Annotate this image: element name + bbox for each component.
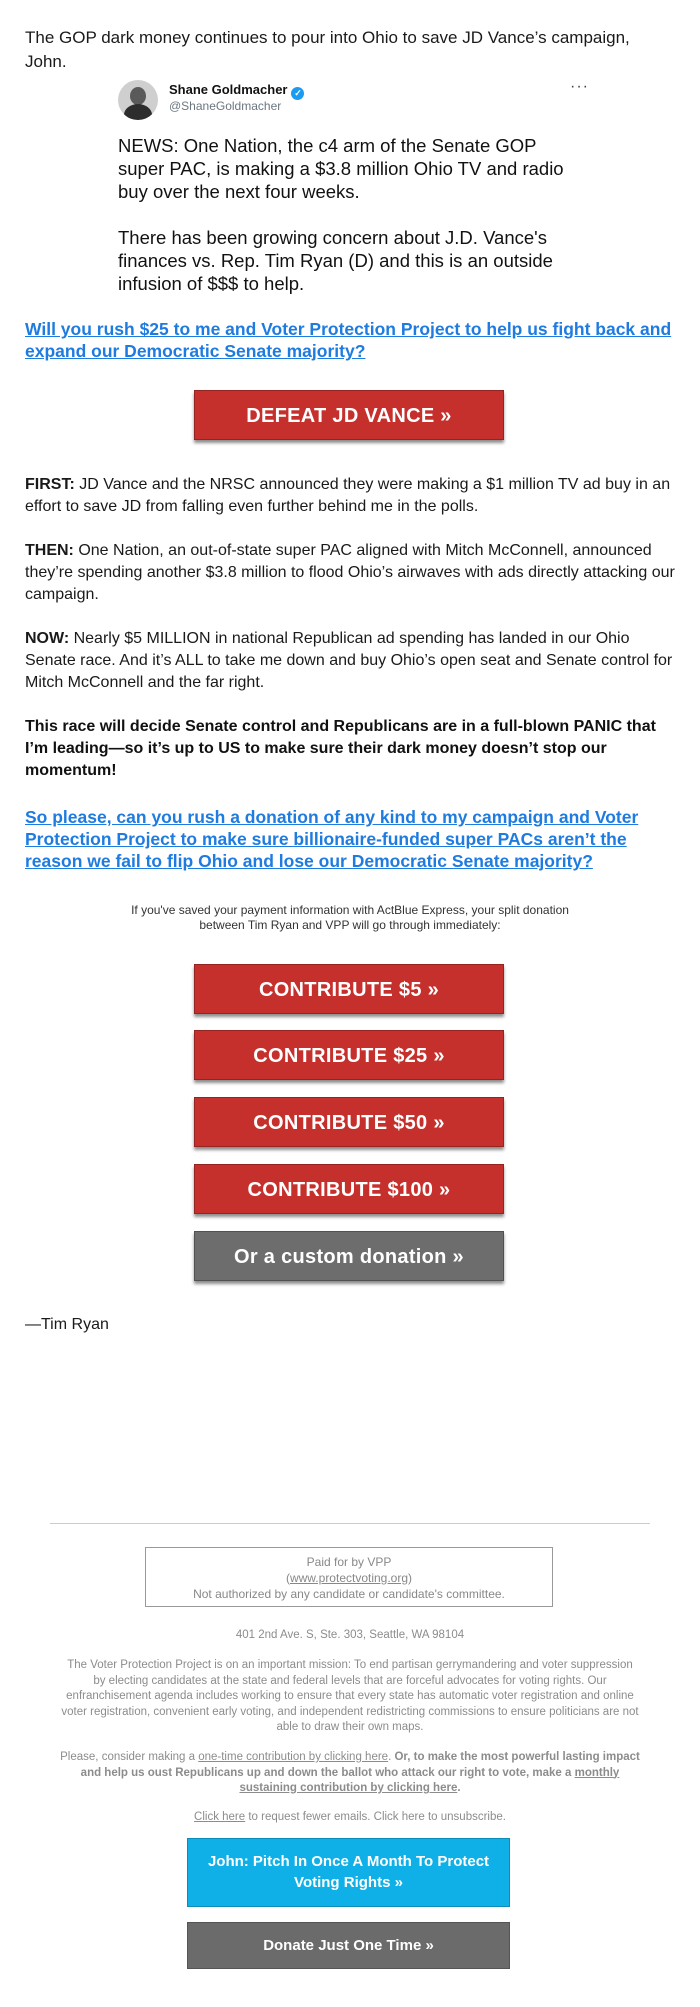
one-time-donation-button[interactable]: Donate Just One Time » [187, 1922, 510, 1969]
signature: —Tim Ryan [25, 1316, 109, 1333]
avatar[interactable] [118, 80, 158, 120]
website-link[interactable]: www.protectvoting.org [289, 1571, 409, 1585]
contribute-25-button[interactable]: CONTRIBUTE $25 » [194, 1030, 504, 1080]
footer-address: 401 2nd Ave. S, Ste. 303, Seattle, WA 98104 [235, 1629, 465, 1641]
tweet-author-name[interactable]: Shane Goldmacher ✓ [169, 82, 304, 100]
senate-control-paragraph: This race will decide Senate control and Republicans are in a full-blown PANIC that I’m leading—so it’s up to US to make sure their dark money doesn’t stop our momentum! [25, 718, 656, 779]
more-options-icon[interactable]: ··· [570, 78, 589, 95]
now-label: NOW: [25, 630, 70, 647]
footer-mission: The Voter Protection Project is on an important mission: To end partisan gerrymandering and voter suppression by electing candidates at the state and federal levels that are forceful advocates for voting rights. Our enfranchisement agenda includes working to ensure that every state has automatic voter registration and online voter registration, convenient early voting, and independent redistricting commissions to ensure politicians are not able to draw their own maps. [61, 1659, 639, 1733]
fewer-emails-link[interactable]: Click here [194, 1811, 246, 1823]
tweet-paragraph: There has been growing concern about J.D. Vance's finances vs. Rep. Tim Ryan (D) and this is an outside infusion of $$$ to help. [118, 227, 553, 294]
footer-fewer-emails: Click here to request fewer emails. Click here to unsubscribe. [194, 1811, 506, 1823]
donate-any-kind-link[interactable]: So please, can you rush a donation of any kind to my campaign and Voter Protection Project to make sure billionaire-funded super PACs aren’t the reason we fail to flip Ohio and lose our Democratic Senate majority? [25, 807, 639, 871]
defeat-jd-vance-button[interactable]: DEFEAT JD VANCE » [194, 390, 504, 440]
intro-text: The GOP dark money continues to pour into Ohio to save JD Vance’s campaign, John. [25, 28, 630, 71]
monthly-contribution-link[interactable]: monthly sustaining contribution by clicking here [239, 1766, 620, 1794]
now-paragraph: NOW: Nearly $5 MILLION in national Republican ad spending has landed in our Ohio Senate race. And it’s ALL to take me down and buy Ohio’s open seat and Senate control for Mitch McConnell and the far right. [25, 630, 673, 691]
custom-donation-button[interactable]: Or a custom donation » [194, 1231, 504, 1281]
footer-divider [50, 1523, 650, 1524]
not-authorized-text: Not authorized by any candidate or candidate's committee. [193, 1587, 505, 1601]
first-label: FIRST: [25, 476, 75, 493]
tweet-text [118, 134, 583, 318]
one-time-contribution-link[interactable]: one-time contribution by clicking here [198, 1751, 389, 1763]
contribute-50-button[interactable]: CONTRIBUTE $50 » [194, 1097, 504, 1147]
then-paragraph: THEN: One Nation, an out-of-state super PAC aligned with Mitch McConnell, announced they’re spending another $3.8 million to flood Ohio’s airwaves with ads directly attacking our campaign. [25, 542, 675, 603]
first-paragraph: FIRST: JD Vance and the NRSC announced they were making a $1 million TV ad buy in an effort to save JD from falling even further behind me in the polls. [25, 476, 671, 515]
actblue-express-note: If you've saved your payment information with ActBlue Express, your split donation between Tim Ryan and VPP will go through immediately: [131, 903, 569, 932]
then-label: THEN: [25, 542, 74, 559]
paid-for-box [145, 1547, 553, 1607]
donate-25-link[interactable]: Will you rush $25 to me and Voter Protection Project to help us fight back and expand our Democratic Senate majority? [25, 319, 672, 361]
contribute-5-button[interactable]: CONTRIBUTE $5 » [194, 964, 504, 1014]
website-line: (www.protectvoting.org) [285, 1571, 413, 1585]
contribute-100-button[interactable]: CONTRIBUTE $100 » [194, 1164, 504, 1214]
footer-consider: Please, consider making a one-time contribution by clicking here. Or, to make the most powerful lasting impact and help us oust Republicans up and down the ballot who attack our right to vote, make a monthly sustaining contribution by clicking here. [60, 1751, 640, 1794]
monthly-donation-button[interactable]: John: Pitch In Once A Month To Protect Voting Rights » [187, 1838, 510, 1907]
tweet-paragraph: NEWS: One Nation, the c4 arm of the Senate GOP super PAC, is making a $3.8 million Ohio TV and radio buy over the next four weeks. [118, 135, 564, 202]
paid-by-text: Paid for by VPP [306, 1555, 392, 1569]
tweet-author-handle[interactable]: @ShaneGoldmacher [169, 99, 282, 113]
verified-badge-icon: ✓ [291, 87, 304, 100]
